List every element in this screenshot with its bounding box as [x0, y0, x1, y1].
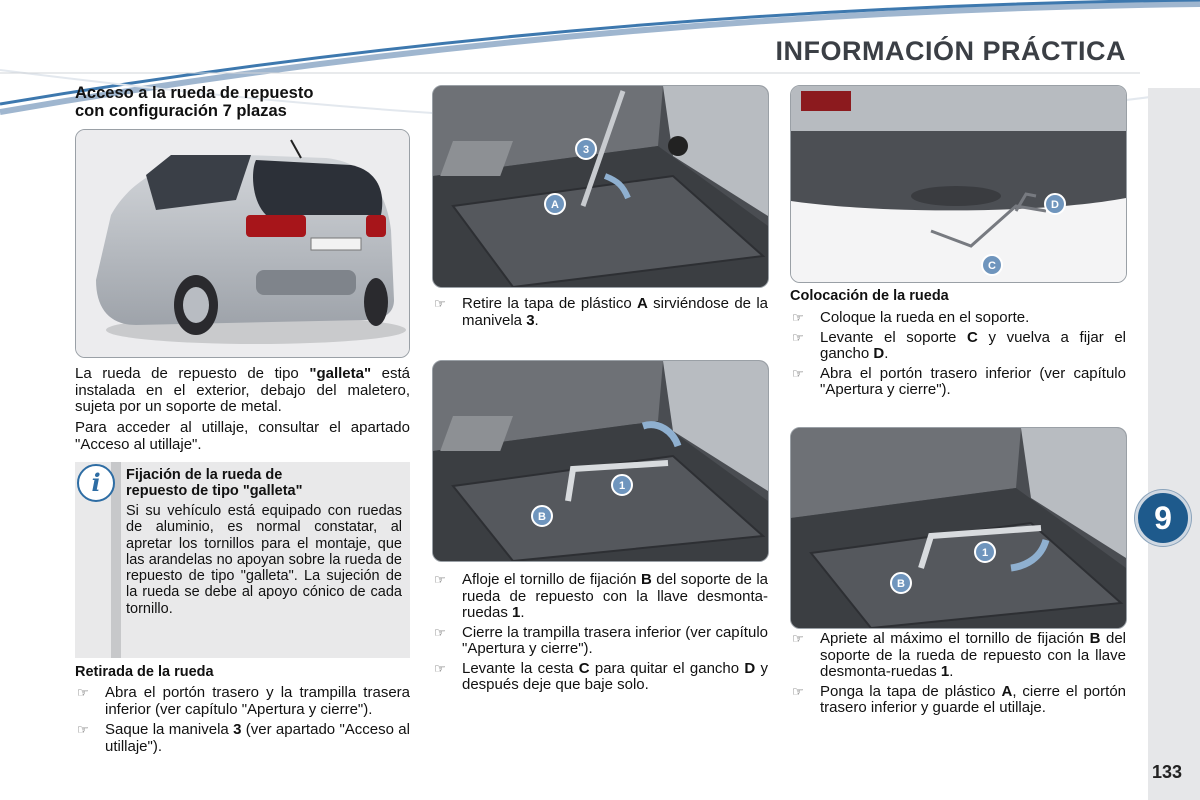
- info-title-line-1: Fijación de la rueda de: [126, 467, 283, 483]
- callout-1: 1: [618, 480, 626, 492]
- step-ref: B: [640, 571, 652, 588]
- pointing-hand-icon: ☞: [792, 310, 804, 325]
- step-ref: 1: [940, 663, 950, 680]
- step-text: (ver apartado "Acceso al utillaje").: [105, 721, 410, 755]
- page-number: 133: [1152, 762, 1183, 782]
- list-item: [790, 330, 1126, 363]
- step-text: Afloje el tornillo de fijación: [462, 571, 641, 588]
- info-text: Si su vehículo está equipado con ruedas de aluminio, es normal constatar, al apretar los tornillos para el montaje, que las arandelas no apoyan sobre la rueda de repuesto de tipo "galleta". La sujeción de la rueda se debe al apoyo cónico de cada tornillo.: [126, 503, 402, 617]
- info-icon: i: [77, 464, 115, 502]
- placement-heading: Colocación de la rueda: [790, 288, 949, 304]
- trunk-image-1: [432, 85, 769, 288]
- step-text: del soporte de la rueda de repuesto con la llave desmonta-ruedas: [820, 630, 1126, 680]
- removal-heading: Retirada de la rueda: [75, 664, 214, 680]
- step-ref: D: [873, 345, 885, 362]
- placement-steps: [790, 310, 1126, 401]
- pointing-hand-icon: ☞: [434, 624, 446, 640]
- callout-1: 1: [981, 547, 989, 559]
- section-heading: [75, 84, 415, 120]
- list-item: [432, 296, 768, 329]
- step-text: .: [884, 345, 889, 362]
- heading-line-2: con configuración 7 plazas: [75, 102, 287, 120]
- list-item: [790, 631, 1126, 681]
- step-ref: D: [744, 659, 756, 677]
- step-text: para quitar el gancho: [589, 659, 745, 677]
- info-title-line-2: repuesto de tipo "galleta": [126, 483, 303, 499]
- step-ref: C: [578, 659, 590, 677]
- pointing-hand-icon: ☞: [434, 296, 446, 311]
- callout-3: 3: [582, 144, 590, 156]
- step-text: Abra el portón trasero inferior (ver capítulo "Apertura y cierre").: [820, 364, 1126, 398]
- step-text: Coloque la rueda en el soporte.: [820, 309, 1030, 326]
- step-text: Saque la manivela: [105, 721, 234, 738]
- step-text: .: [520, 604, 525, 621]
- tools-paragraph: Para acceder al utillaje, consultar el apartado "Acceso al utillaje".: [75, 419, 410, 453]
- pointing-hand-icon: ☞: [77, 685, 89, 700]
- callout-b: B: [897, 578, 905, 590]
- section-title: INFORMACIÓN PRÁCTICA: [775, 36, 1126, 66]
- chapter-badge[interactable]: 9: [1135, 490, 1191, 546]
- side-tab: [1148, 88, 1200, 800]
- step-ref: 3: [526, 311, 535, 329]
- pointing-hand-icon: ☞: [792, 365, 804, 381]
- car-rear-image: [75, 129, 410, 358]
- step-text: Ponga la tapa de plástico: [820, 682, 1002, 700]
- step-text: .: [534, 311, 539, 329]
- list-item: [432, 625, 768, 658]
- step-text: Retire la tapa de plástico: [462, 295, 637, 312]
- pointing-hand-icon: ☞: [434, 660, 446, 676]
- list-item: [75, 685, 410, 718]
- step-list-middle: [432, 572, 768, 696]
- heading-line-1: Acceso a la rueda de repuesto: [75, 84, 314, 102]
- pointing-hand-icon: ☞: [77, 722, 89, 737]
- list-item: [432, 572, 768, 622]
- step-text: Apriete al máximo el tornillo de fijación: [820, 630, 1090, 647]
- step-ref: B: [1089, 630, 1101, 647]
- step-ref: A: [1001, 682, 1013, 700]
- pointing-hand-icon: ☞: [434, 572, 446, 587]
- callout-d: D: [1051, 199, 1059, 211]
- info-title: [126, 467, 402, 499]
- step-ref: C: [966, 328, 978, 346]
- bumper-image: [790, 85, 1127, 283]
- step-text: .: [949, 663, 954, 680]
- step-text: Levante el soporte: [820, 328, 967, 346]
- step-ref: 3: [233, 721, 242, 738]
- step-text: del soporte de la rueda de repuesto con la llave desmonta-ruedas: [462, 571, 769, 621]
- pointing-hand-icon: ☞: [792, 329, 804, 345]
- trunk-image-3: [790, 427, 1127, 629]
- callout-b: B: [538, 511, 546, 523]
- intro-term: "galleta": [309, 365, 372, 382]
- tighten-steps: [790, 631, 1126, 719]
- info-content: [126, 467, 402, 617]
- removal-steps: [75, 685, 410, 757]
- step-text: y vuelva a fijar el gancho: [820, 328, 1126, 362]
- step-text: , cierre el portón trasero inferior y guarde el utillaje.: [820, 682, 1126, 716]
- info-box: [75, 462, 410, 658]
- step-ref: 1: [512, 604, 521, 621]
- step-text: Abra el portón trasero y la trampilla trasera inferior (ver capítulo "Apertura y cierre").: [105, 684, 410, 718]
- callout-c: C: [988, 260, 996, 272]
- list-item: [790, 310, 1126, 327]
- list-item: [790, 366, 1126, 399]
- step-text: y después deje que baje solo.: [462, 659, 768, 693]
- list-item: [75, 722, 410, 755]
- callout-a: A: [551, 199, 559, 211]
- intro-paragraph: [75, 366, 410, 416]
- list-item: [790, 684, 1126, 717]
- step-text: sirviéndose de la manivela: [462, 295, 769, 329]
- step-text: Levante la cesta: [462, 659, 579, 677]
- pointing-hand-icon: ☞: [792, 631, 804, 646]
- step-text: Cierre la trampilla trasera inferior (ver capítulo "Apertura y cierre").: [462, 623, 768, 657]
- trunk-image-2: [432, 360, 769, 562]
- step-remove-cap: [432, 296, 768, 331]
- intro-text-1: La rueda de repuesto de tipo: [75, 365, 310, 382]
- pointing-hand-icon: ☞: [792, 683, 804, 699]
- list-item: [432, 661, 768, 694]
- step-ref: A: [637, 295, 648, 312]
- intro-text-2: está instalada en el exterior, debajo del maletero, sujeta por un soporte de metal.: [75, 365, 410, 415]
